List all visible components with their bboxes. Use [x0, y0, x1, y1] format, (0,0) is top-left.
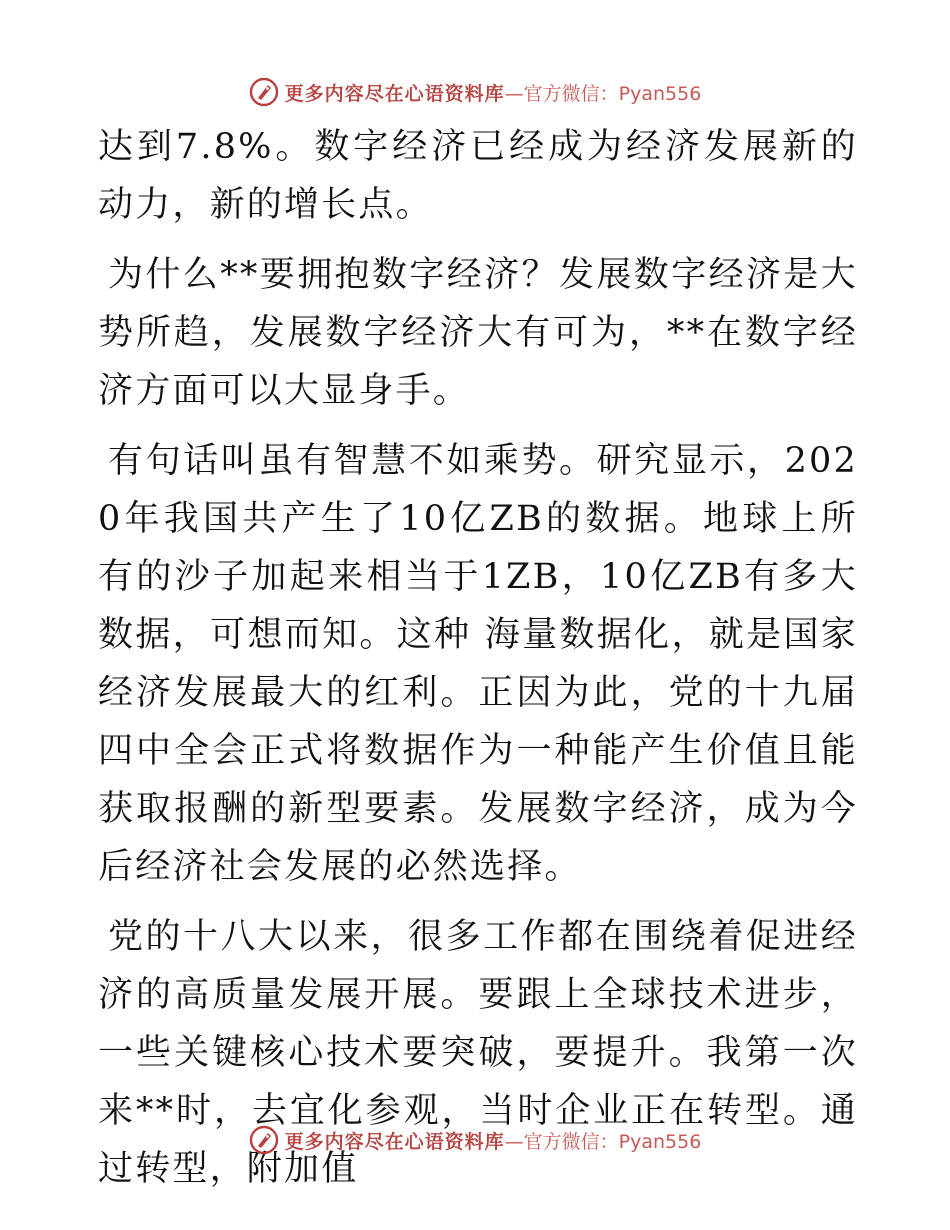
footer-watermark — [0, 1120, 950, 1160]
paragraph-4: 党的十八大以来，很多工作都在围绕着促进经济的高质量发展开展。要跟上全球技术进步，一些关键核心技术要突破，要提升。我第一次来**时，去宜化参观，当时企业正在转型。通过转型，附加值 — [98, 917, 858, 1189]
watermark-contact: —官方微信：Pyan556 — [504, 82, 702, 105]
document-body — [98, 118, 858, 1210]
paragraph-2: 为什么**要拥抱数字经济？发展数字经济是大势所趋，发展数字经济大有可为，**在数字经济方面可以大显身手。 — [98, 255, 858, 411]
paragraph-3: 有句话叫虽有智慧不如乘势。研究显示，2020年我国共产生了10亿ZB的数据。地球上所有的沙子加起来相当于1ZB，10亿ZB有多大数据，可想而知。这种 海量数据化，就是国家经济发展最大的红利。正因为此，党的十九届四中全会正式将数据作为一种能产生价值且能获取报酬的新型要素。发展数字经济，成为今后经济社会发展的必然选择。 — [98, 441, 858, 887]
watermark-brand: 更多内容尽在心语资料库 — [284, 82, 505, 105]
watermark-brand: 更多内容尽在心语资料库 — [284, 1130, 505, 1153]
pen-nib-logo-icon — [249, 1125, 279, 1155]
pen-nib-logo-icon — [249, 77, 279, 107]
header-watermark — [0, 72, 950, 112]
watermark-contact: —官方微信：Pyan556 — [504, 1130, 702, 1153]
paragraph-1: 达到7.8%。数字经济已经成为经济发展新的动力，新的增长点。 — [98, 127, 858, 225]
